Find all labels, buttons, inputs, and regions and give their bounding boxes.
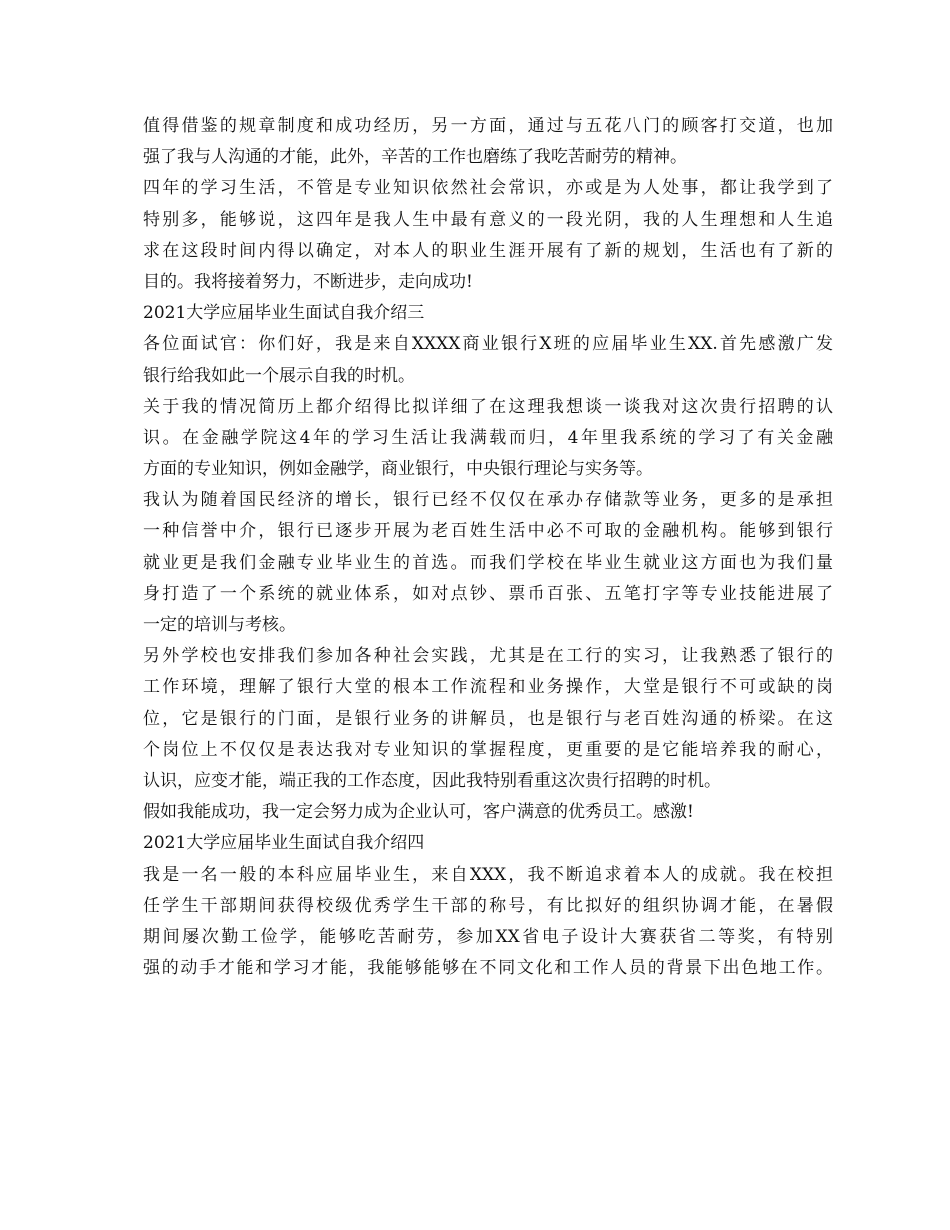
text-line: 目的。我将接着努力，不断进步，走向成功! <box>143 271 473 292</box>
text-line: 特别多，能够说，这四年是我人生中最有意义的一段光阴，我的人生理想和人生追 <box>143 209 833 230</box>
text-line: 我是一名一般的本科应届毕业生，来自XXX，我不断追求着本人的成就。我在校担 <box>143 864 833 885</box>
text-line: 另外学校也安排我们参加各种社会实践，尤其是在工行的实习，让我熟悉了银行的 <box>143 646 833 667</box>
text-line: 方面的专业知识，例如金融学，商业银行，中央银行理论与实务等。 <box>143 459 653 480</box>
text-line: 值得借鉴的规章制度和成功经历，另一方面，通过与五花八门的顾客打交道，也加 <box>143 116 833 136</box>
text-line: 假如我能成功，我一定会努力成为企业认可，客户满意的优秀员工。感激! <box>143 802 694 823</box>
document-body <box>143 111 833 984</box>
text-line: 就业更是我们金融专业毕业生的首选。而我们学校在毕业生就业这方面也为我们量 <box>143 552 833 573</box>
text-line: 位，它是银行的门面，是银行业务的讲解员，也是银行与老百姓沟通的桥梁。在这 <box>143 708 833 729</box>
text-line: 识。在金融学院这4年的学习生活让我满载而归，4年里我系统的学习了有关金融 <box>143 427 833 448</box>
text-line: 认识，应变才能，端正我的工作态度，因此我特别看重这次贵行招聘的时机。 <box>143 770 721 791</box>
text-line: 各位面试官：你们好，我是来自XXXX商业银行X班的应届毕业生XX.首先感激广发 <box>143 334 833 355</box>
text-line: 四年的学习生活，不管是专业知识依然社会常识，亦或是为人处事，都让我学到了 <box>143 178 833 199</box>
text-line: 身打造了一个系统的就业体系，如对点钞、票币百张、五笔打字等专业技能进展了 <box>143 583 833 604</box>
section-heading: 2021大学应届毕业生面试自我介绍三 <box>143 303 425 324</box>
text-line: 期间屡次勤工俭学，能够吃苦耐劳，参加XX省电子设计大赛获省二等奖，有特别 <box>143 926 833 947</box>
text-line: 强了我与人沟通的才能，此外，辛苦的工作也磨练了我吃苦耐劳的精神。 <box>143 147 687 168</box>
text-line: 工作环境，理解了银行大堂的根本工作流程和业务操作，大堂是银行不可或缺的岗 <box>143 677 833 698</box>
text-line: 求在这段时间内得以确定，对本人的职业生涯开展有了新的规划，生活也有了新的 <box>143 240 833 261</box>
text-line: 我认为随着国民经济的增长，银行已经不仅仅在承办存储款等业务，更多的是承担 <box>143 490 833 511</box>
text-line: 一种信誉中介，银行已逐步开展为老百姓生活中必不可取的金融机构。能够到银行 <box>143 521 833 542</box>
text-line: 任学生干部期间获得校级优秀学生干部的称号，有比拟好的组织协调才能，在暑假 <box>143 895 833 916</box>
text-line: 关于我的情况简历上都介绍得比拟详细了在这理我想谈一谈我对这次贵行招聘的认 <box>143 396 833 417</box>
section-heading: 2021大学应届毕业生面试自我介绍四 <box>143 833 425 854</box>
text-line: 个岗位上不仅仅是表达我对专业知识的掌握程度，更重要的是它能培养我的耐心， <box>143 739 833 760</box>
text-line: 强的动手才能和学习才能，我能够能够在不同文化和工作人员的背景下出色地工作。 <box>143 958 833 979</box>
text-line: 一定的培训与考核。 <box>143 615 296 635</box>
text-line: 银行给我如此一个展示自我的时机。 <box>143 365 415 386</box>
